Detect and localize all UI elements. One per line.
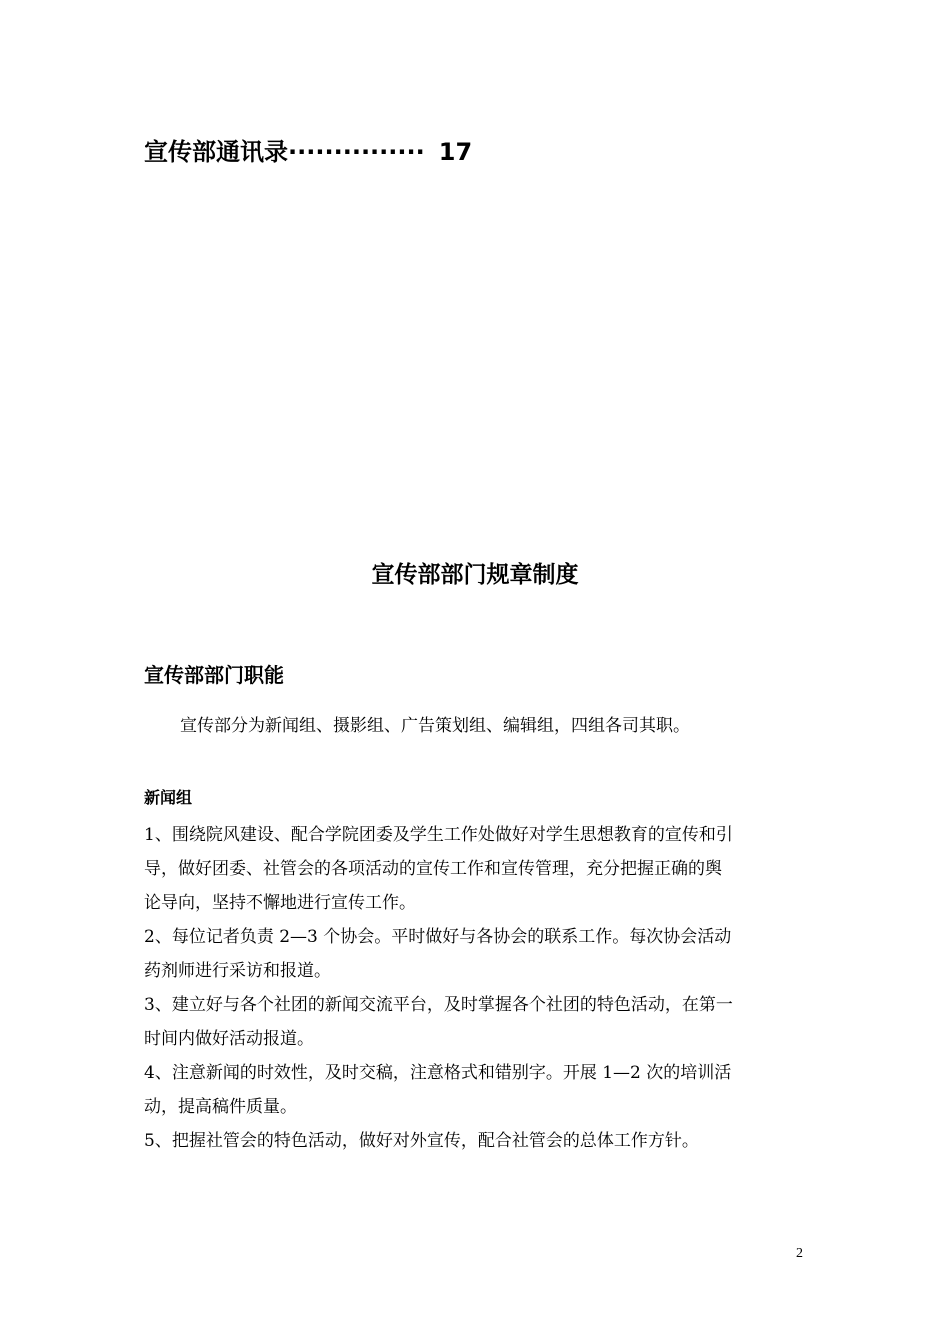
item-line: 导，做好团委、社管会的各项活动的宣传工作和宣传管理，充分把握正确的舆 [144,859,722,879]
item-line: 论导向，坚持不懈地进行宣传工作。 [144,893,416,913]
news-group-item-list [144,818,814,1158]
page-number: 2 [796,1246,803,1261]
list-item [144,818,814,920]
group-heading-news: 新闻组 [144,788,193,807]
item-line: 4、注意新闻的时效性，及时交稿，注意格式和错别字。开展 1—2 次的培训活 [144,1063,732,1083]
section-heading: 宣传部部门职能 [144,663,284,687]
list-item [144,988,814,1056]
intro-paragraph: 宣传部分为新闻组、摄影组、广告策划组、编辑组，四组各司其职。 [180,716,690,736]
toc-leader-dots: ··············· [288,138,425,166]
item-line: 3、建立好与各个社团的新闻交流平台，及时掌握各个社团的特色活动，在第一 [144,995,733,1015]
toc-page-number: 17 [438,138,473,166]
item-line: 1、围绕院风建设、配合学院团委及学生工作处做好对学生思想教育的宣传和引 [144,825,733,845]
list-item [144,920,814,988]
item-line: 动，提高稿件质量。 [144,1097,297,1117]
toc-entry [144,132,472,167]
item-line: 5、把握社管会的特色活动，做好对外宣传，配合社管会的总体工作方针。 [144,1131,699,1151]
item-line: 时间内做好活动报道。 [144,1029,314,1049]
item-line: 2、每位记者负责 2—3 个协会。平时做好与各协会的联系工作。每次协会活动 [144,927,732,947]
list-item [144,1056,814,1124]
toc-entry-label: 宣传部通讯录 [144,138,288,166]
document-title: 宣传部部门规章制度 [371,562,579,588]
item-line: 药剂师进行采访和报道。 [144,961,331,981]
list-item [144,1124,814,1158]
